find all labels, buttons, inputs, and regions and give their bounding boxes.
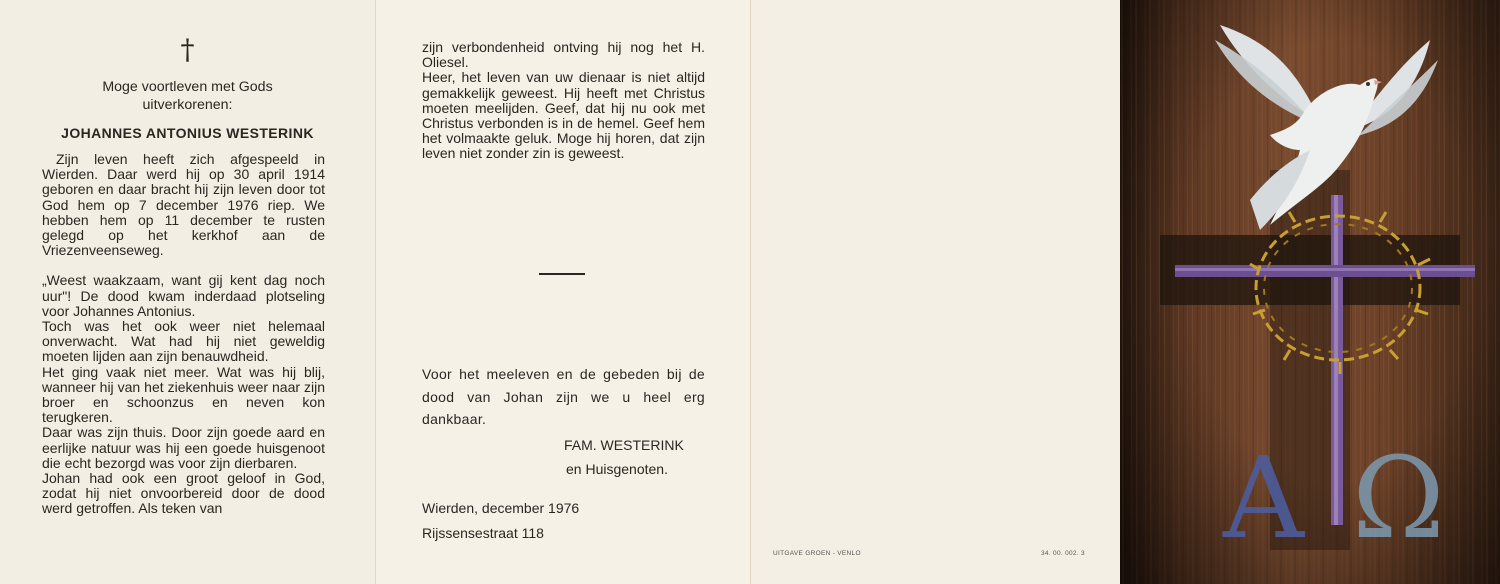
intro-block <box>40 78 335 114</box>
back-panel <box>750 0 1120 584</box>
prayer: Heer, het leven van uw dienaar is niet altijd gemakkelijk geweest. Hij heeft met Christus moeten meelijden. Geef, dat hij nu ook met Christus verbonden is in de hemel. Geef hem het volmaakte geluk. Moge hij horen, dat zijn leven niet zonder zin is geweest. <box>422 69 705 162</box>
biography-text <box>42 152 325 517</box>
address: Rijssensestraat 118 <box>422 525 544 541</box>
middle-panel <box>375 0 750 584</box>
paragraph: Het ging vaak niet meer. Wat was hij blij, wanneer hij van het ziekenhuis weer naar zijn broer en schoonzus en neven kon terugkeren. <box>42 363 325 426</box>
signature-family: FAM. WESTERINK <box>564 437 684 453</box>
intro-line-2: uitverkorenen: <box>142 97 233 113</box>
paragraph: Daar was zijn thuis. Door zijn goede aard en eerlijke natuur was hij een goede huisgenoot die echt bezorgd was voor zijn dierbaren. <box>42 424 325 471</box>
continued-text <box>422 40 705 162</box>
paragraph: „Weest waakzaam, want gij kent dag noch uur"! De dood kwam inderdaad plotseling voor Johannes Antonius. <box>42 272 325 319</box>
artwork-illustration <box>1120 0 1500 584</box>
publisher-mark: UITGAVE GROEN - VENLO <box>773 550 861 557</box>
alpha-symbol: Α <box>1223 434 1304 564</box>
signature-household: en Huisgenoten. <box>566 461 668 477</box>
paragraph: Zijn leven heeft zich afgespeeld in Wierden. Daar werd hij op 30 april 1914 geboren en daar bracht hij zijn leven door tot God hem op 7 december 1976 riep. We hebben hem op 11 december te rusten gelegd op het kerkhof aan de Vriezenveenseweg. <box>42 151 325 259</box>
thanks-block <box>422 363 705 431</box>
paragraph: zijn verbondenheid ontving hij nog het H. Oliesel. <box>422 39 705 71</box>
intro-line-1: Moge voortleven met Gods <box>102 79 273 95</box>
place-date: Wierden, december 1976 <box>422 500 580 516</box>
paragraph: Johan had ook een groot geloof in God, zodat hij niet onvoorbereid door de dood werd getroffen. Als teken van <box>42 470 325 517</box>
deceased-name: JOHANNES ANTONIUS WESTERINK <box>61 125 314 141</box>
front-artwork <box>1120 0 1500 584</box>
omega-symbol: Ω <box>1352 434 1445 564</box>
cross-icon: † <box>180 33 195 66</box>
left-panel <box>0 0 375 584</box>
divider-line <box>539 273 585 275</box>
product-code: 34. 00. 002. 3 <box>1041 550 1085 557</box>
paragraph: Toch was het ook weer niet helemaal onverwacht. Wat had hij niet geweldig moeten lijden aan zijn benauwdheid. <box>42 318 325 365</box>
thanks-text: Voor het meeleven en de gebeden bij de dood van Johan zijn we u heel erg dankbaar. <box>422 366 705 427</box>
